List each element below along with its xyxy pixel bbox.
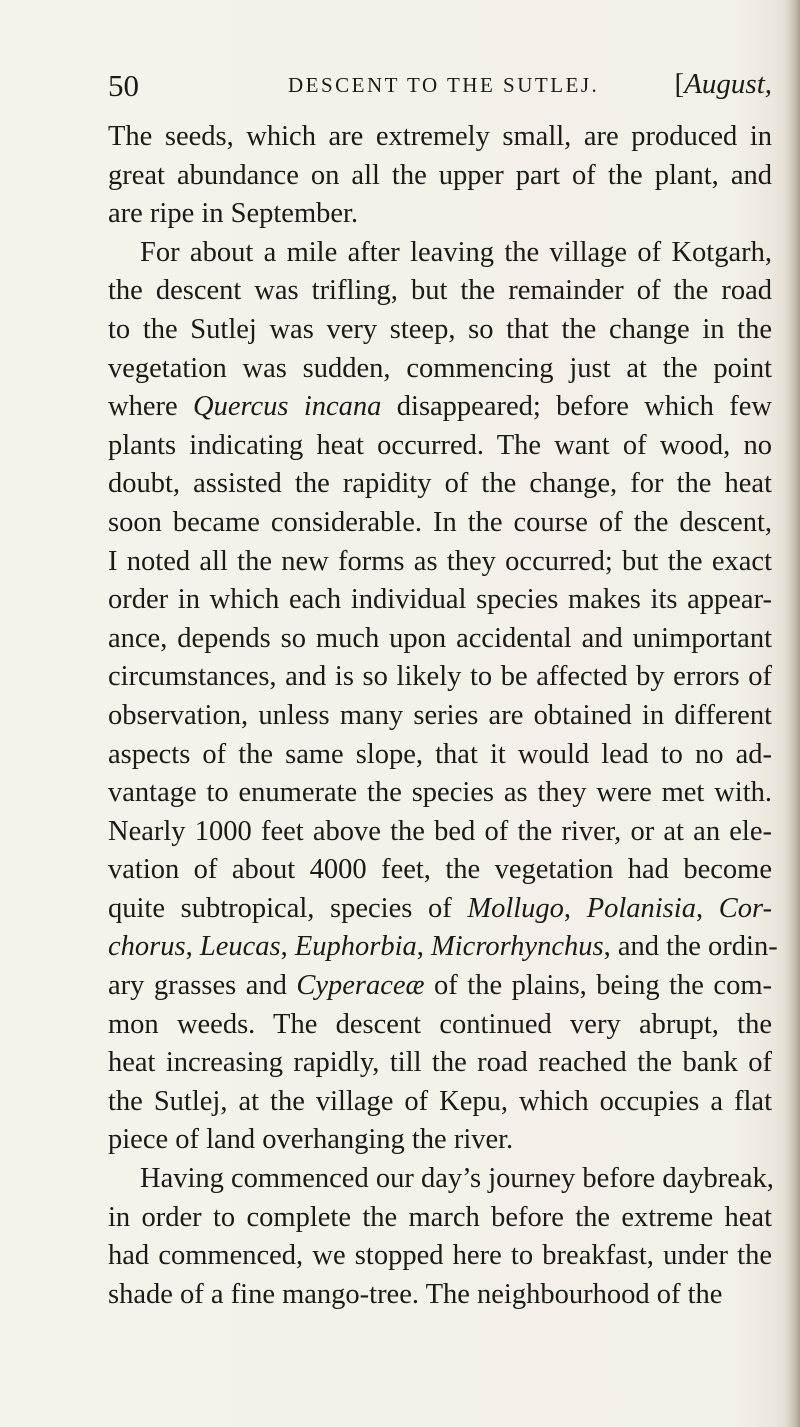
text-segment: plants indicating heat occurred. The want of wood, no [108,429,772,461]
text-line [108,890,772,929]
text-segment: where [108,391,193,423]
text-line [108,1006,772,1045]
italic-text: Quercus incana [192,391,382,423]
text-line [108,1160,772,1199]
text-segment: I noted all the new forms as they occurred; but the exact [108,545,772,577]
text-line [108,1044,772,1083]
text-segment: soon became considerable. In the course of the descent, [108,506,772,538]
text-segment: piece of land overhanging the river. [108,1124,514,1156]
text-segment: disappeared; before which few [381,391,773,423]
text-line [108,928,778,967]
running-head-date [675,68,772,101]
page-number: 50 [108,68,139,103]
text-line [108,736,772,775]
date-bracket: [ [674,68,685,100]
italic-text: Leucas [199,931,281,963]
text-segment: vegetation was sudden, commencing just at the point [108,352,772,384]
text-line [108,350,772,389]
text-segment: , [695,892,719,924]
italic-text: Cor- [718,892,772,924]
text-segment: mon weeds. The descent continued very abrupt, the [108,1008,772,1040]
page-edge-shadow [786,0,800,1427]
text-segment: had commenced, we stopped here to breakfast, under the [108,1240,772,1272]
text-segment: heat increasing rapidly, till the road reached the bank of [108,1047,772,1079]
italic-text: Euphorbia [294,931,417,963]
text-line [108,504,772,543]
page-header [108,68,772,108]
text-segment: shade of a fine mango-tree. The neighbourhood of the [108,1278,723,1310]
italic-text: Microrhynchus [431,931,604,963]
text-line [108,311,772,350]
text-line [108,774,772,813]
text-segment: ance, depends so much upon accidental and unimportant [108,622,772,654]
text-line [108,234,772,273]
text-segment: Nearly 1000 feet above the bed of the river, or at an ele- [108,815,772,847]
text-line [108,1121,772,1160]
text-line [108,851,772,890]
text-line [108,658,772,697]
text-segment: Having commenced our day’s journey before daybreak, [140,1163,774,1195]
text-line [108,1237,772,1276]
text-segment: vantage to enumerate the species as they were met with. [108,777,772,809]
date-word: August, [684,68,772,100]
text-segment: , [416,931,432,963]
italic-text: Cyperaceæ [296,970,425,1002]
text-segment: , [563,892,587,924]
text-segment: , [280,931,295,963]
text-segment: the descent was trifling, but the remainder of the road [108,275,772,307]
text-line [108,1199,772,1238]
text-segment: are ripe in September. [108,198,359,230]
text-line [108,272,772,311]
text-segment: The seeds, which are extremely small, are produced in [108,121,772,152]
text-line [108,388,772,427]
text-segment: ary grasses and [108,970,297,1002]
text-line [108,581,772,620]
text-line [108,697,772,736]
text-segment: vation of about 4000 feet, the vegetation had become [108,854,772,886]
text-line [108,195,772,234]
running-head: DESCENT TO THE SUTLEJ. [288,73,600,97]
text-segment: quite subtropical, species of [108,892,468,924]
text-line [108,967,772,1006]
text-segment: order in which each individual species makes its appear- [108,584,772,616]
text-line [108,813,772,852]
text-line [108,118,772,157]
text-segment: , and the ordin- [603,931,778,963]
text-line [108,620,772,659]
text-segment: circumstances, and is so likely to be affected by errors of [108,661,772,693]
text-segment: great abundance on all the upper part of the plant, and [108,159,772,191]
text-line [108,1276,772,1315]
italic-text: Polanisia [586,892,696,924]
text-segment: the Sutlej, at the village of Kepu, which occupies a flat [108,1085,772,1117]
text-segment: observation, unless many series are obtained in different [108,699,772,731]
text-segment: doubt, assisted the rapidity of the change, for the heat [108,468,772,500]
text-segment: in order to complete the march before the extreme heat [108,1201,772,1233]
text-segment: to the Sutlej was very steep, so that the change in the [108,313,772,345]
text-segment: For about a mile after leaving the village of Kotgarh, [140,236,772,268]
text-line [108,157,772,196]
text-line [108,543,772,582]
text-line [108,465,772,504]
text-segment: aspects of the same slope, that it would lead to no ad- [108,738,772,770]
italic-text: chorus [108,931,186,963]
body-text [108,118,778,1314]
text-segment: , [185,931,200,963]
italic-text: Mollugo [467,892,564,924]
text-line [108,1083,772,1122]
text-line [108,427,772,466]
text-segment: of the plains, being the com- [424,970,772,1002]
